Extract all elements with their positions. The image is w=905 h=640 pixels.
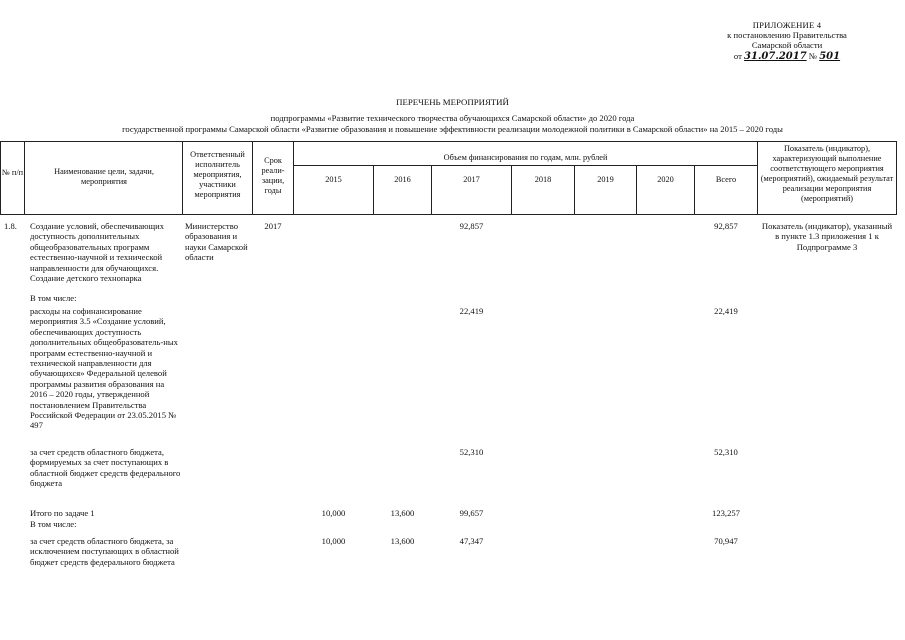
appendix-line2: Самарской области bbox=[751, 40, 823, 51]
row-value-total: 22,419 bbox=[714, 306, 738, 316]
col-header-executor: Ответственный исполнитель мероприятия, участники мероприятия bbox=[190, 150, 245, 199]
row-name: за счет средств областного бюджета, за исключением поступающих в областной бюджет средств федерального бюджета bbox=[30, 536, 179, 567]
row-value-2016: 13,600 bbox=[390, 536, 415, 546]
number-prefix: № bbox=[808, 50, 818, 61]
col-header-term: Срок реали-зации, годы bbox=[261, 156, 285, 195]
row-value-2016: 13,600 bbox=[390, 508, 415, 518]
row-value-2017: 22,419 bbox=[459, 306, 484, 316]
col-header-2015: 2015 bbox=[325, 175, 342, 184]
row-value-2015: 10,000 bbox=[321, 536, 346, 546]
row-number: 1.8. bbox=[4, 221, 17, 231]
appendix-line1: к постановлению Правительства bbox=[727, 30, 847, 41]
row-value-2017: 52,310 bbox=[459, 447, 484, 457]
row-indicator: Показатель (индикатор), указанный в пункте 1.3 приложения 1 к Подпрограмме 3 bbox=[761, 221, 893, 252]
row-value-total: 92,857 bbox=[714, 221, 738, 231]
row-name: расходы на софинансирование мероприятия 3.5 «Создание условий, обеспечивающих доступность дополнительных общеобразователь-ных программ естественно-научной и технической направленности для обучающихся» Федеральной целевой программы развития образования на 2016 – 2020 годы, утвержденной постановлением Правительства Российской Федерации от 23.05.2015 № 497 bbox=[30, 306, 178, 431]
handwritten-number: 501 bbox=[819, 50, 841, 62]
appendix-date-line bbox=[682, 51, 892, 62]
col-header-2018: 2018 bbox=[534, 175, 552, 184]
row-value-2017: 47,347 bbox=[459, 536, 484, 546]
col-header-total: Всего bbox=[715, 175, 737, 184]
row-subheading: В том числе: bbox=[30, 519, 77, 529]
handwritten-date: 31.07.2017 bbox=[744, 50, 807, 62]
row-value-2015: 10,000 bbox=[321, 508, 346, 518]
document-subtitle-2: государственной программы Самарской области «Развитие образования и повышение эффективности реализации молодежной политики в Самарской области» на 2015 – 2020 годы bbox=[122, 124, 783, 134]
col-header-name: Наименование цели, задачи, мероприятия bbox=[54, 167, 154, 186]
document-title: ПЕРЕЧЕНЬ МЕРОПРИЯТИЙ bbox=[396, 97, 509, 107]
row-executor: Министерство образования и науки Самарской области bbox=[185, 221, 248, 263]
col-header-2017: 2017 bbox=[463, 175, 480, 184]
appendix-title: ПРИЛОЖЕНИЕ 4 bbox=[752, 20, 822, 30]
col-header-2019: 2019 bbox=[597, 175, 614, 184]
row-name: за счет средств областного бюджета, формируемых за счет поступающих в областной бюджет средств федерального бюджета bbox=[30, 447, 181, 489]
date-prefix: от bbox=[733, 50, 742, 61]
row-value-total: 70,947 bbox=[714, 536, 738, 546]
col-header-num: № п/п bbox=[1, 168, 24, 177]
row-value-total: 123,257 bbox=[712, 508, 740, 518]
col-header-funding: Объем финансирования по годам, млн. рублей bbox=[443, 153, 608, 162]
row-value-2017: 92,857 bbox=[459, 221, 484, 231]
row-subheading: В том числе: bbox=[30, 293, 77, 303]
document-subtitle-1: подпрограммы «Развитие технического творчества обучающихся Самарской области» до 2020 года bbox=[270, 113, 635, 123]
row-name: Итого по задаче 1 bbox=[30, 508, 95, 518]
col-header-2016: 2016 bbox=[394, 175, 411, 184]
col-header-2020: 2020 bbox=[657, 175, 674, 184]
row-term: 2017 bbox=[264, 221, 282, 231]
appendix-block bbox=[682, 20, 892, 62]
row-value-2017: 99,657 bbox=[459, 508, 484, 518]
row-name: Создание условий, обеспечивающих доступность дополнительных общеобразовательных программ естественно-научной и технической направленности для обучающихся. Создание детского технопарка bbox=[30, 221, 165, 284]
col-header-indicator: Показатель (индикатор), характеризующий выполнение соответствующего мероприятия (мероприятий), ожидаемый результат реализации мероприятия (мероприятий) bbox=[760, 144, 894, 203]
row-value-total: 52,310 bbox=[714, 447, 738, 457]
